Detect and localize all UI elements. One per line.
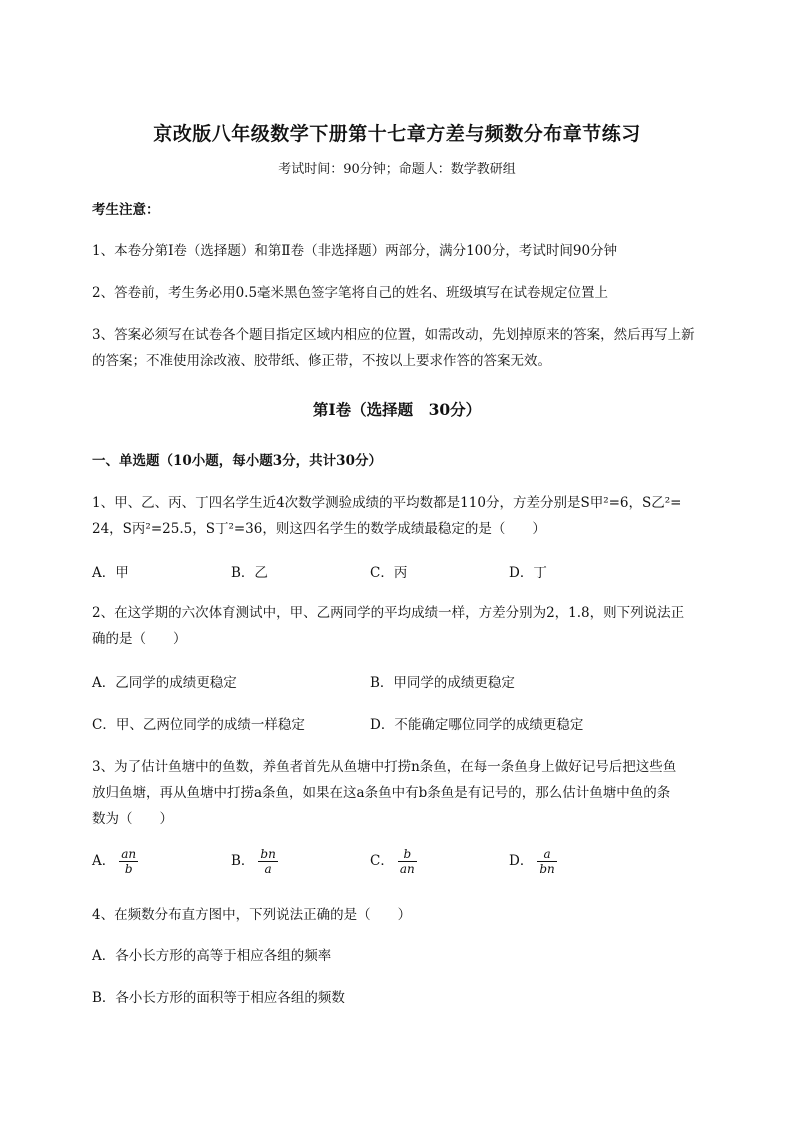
option-label: D． [509, 853, 534, 869]
option-label: C． [370, 853, 394, 869]
fraction [398, 847, 417, 876]
option-label: A． [92, 853, 116, 869]
option-label: B． [231, 853, 255, 869]
fraction [537, 847, 556, 876]
question-3-line-2: 放归鱼塘，再从鱼塘中打捞a条鱼，如果在这a条鱼中有b条鱼是有记号的，那么估计鱼塘中鱼的条 [92, 785, 671, 801]
fraction [119, 847, 138, 876]
page-title: 京改版八年级数学下册第十七章方差与频数分布章节练习 [153, 123, 641, 145]
question-3-option-b[interactable] [231, 847, 278, 876]
denominator: an [399, 862, 415, 876]
question-4-option-a[interactable]: A．各小长方形的高等于相应各组的频率 [92, 948, 332, 964]
question-2-option-a[interactable]: A．乙同学的成绩更稳定 [92, 675, 237, 691]
question-2-line-1: 2、在这学期的六次体育测试中，甲、乙两同学的平均成绩一样，方差分别为2，1.8，则下列说法正 [92, 605, 685, 621]
numerator: a [537, 847, 556, 862]
question-3-option-c[interactable] [370, 847, 417, 876]
question-3-option-a[interactable] [92, 847, 138, 876]
section-title: 第I卷（选择题 30分） [312, 400, 482, 419]
question-4-option-b[interactable]: B．各小长方形的面积等于相应各组的频数 [92, 990, 345, 1006]
part-heading: 一、单选题（10小题，每小题3分，共计30分） [92, 453, 382, 469]
question-2-option-c[interactable]: C．甲、乙两位同学的成绩一样稳定 [92, 717, 305, 733]
question-1-option-c[interactable]: C．丙 [370, 565, 408, 581]
notice-heading: 考生注意： [92, 202, 160, 218]
question-1-option-d[interactable]: D．丁 [509, 565, 547, 581]
page-subtitle: 考试时间：90分钟；命题人：数学教研组 [278, 162, 516, 177]
question-2-option-b[interactable]: B．甲同学的成绩更稳定 [370, 675, 515, 691]
denominator: a [264, 862, 272, 876]
question-1-line-1: 1、甲、乙、丙、丁四名学生近4次数学测验成绩的平均数都是110分，方差分别是S甲²=6，S乙²= [92, 495, 682, 511]
numerator: b [398, 847, 417, 862]
question-3-line-1: 3、为了估计鱼塘中的鱼数，养鱼者首先从鱼塘中打捞n条鱼，在每一条鱼身上做好记号后把这些鱼 [92, 759, 677, 775]
question-1-option-a[interactable]: A．甲 [92, 565, 129, 581]
question-1-option-b[interactable]: B．乙 [231, 565, 268, 581]
notice-item-1: 1、本卷分第I卷（选择题）和第Ⅱ卷（非选择题）两部分，满分100分，考试时间90分钟 [92, 243, 618, 259]
question-3-line-3: 数为（ ） [92, 811, 173, 827]
denominator: b [124, 862, 133, 876]
notice-item-3-line-1: 3、答案必须写在试卷各个题目指定区域内相应的位置，如需改动，先划掉原来的答案，然后再写上新 [92, 327, 695, 343]
denominator: bn [539, 862, 555, 876]
numerator: an [121, 847, 137, 861]
fraction [258, 847, 277, 876]
question-2-option-d[interactable]: D．不能确定哪位同学的成绩更稳定 [370, 717, 584, 733]
notice-item-2: 2、答卷前，考生务必用0.5毫米黑色签字笔将自己的姓名、班级填写在试卷规定位置上 [92, 285, 609, 301]
question-1-line-2: 24，S丙²=25.5，S丁²=36，则这四名学生的数学成绩最稳定的是（ ） [92, 521, 546, 537]
question-4-line-1: 4、在频数分布直方图中，下列说法正确的是（ ） [92, 907, 412, 923]
question-2-line-2: 确的是（ ） [92, 631, 187, 647]
notice-item-3-line-2: 的答案；不准使用涂改液、胶带纸、修正带，不按以上要求作答的答案无效。 [92, 353, 551, 369]
numerator: bn [260, 847, 276, 861]
question-3-option-d[interactable] [509, 847, 557, 876]
